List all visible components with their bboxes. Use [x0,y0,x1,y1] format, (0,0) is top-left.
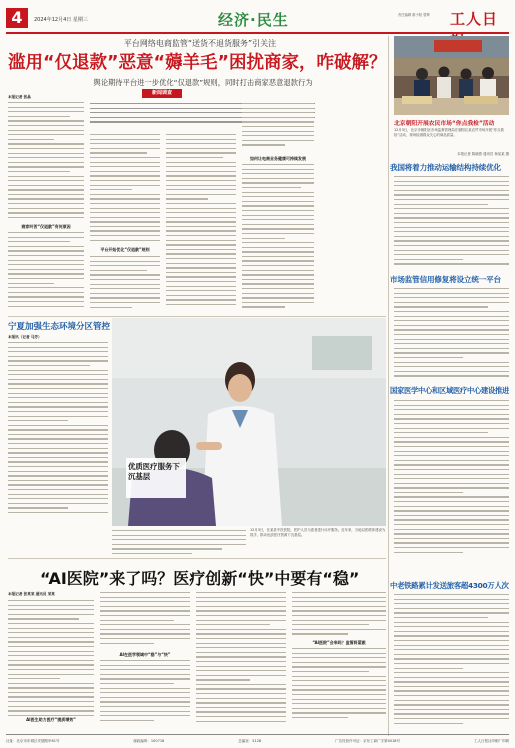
footer-postcode: 邮政编码：100718 [133,739,165,743]
doctor-photo-caption: 12月3日，在某县中医医院，医护人员为患者进行诊疗服务。近年来，当地以医联体建设为抓手，推动优质医疗资源下沉基层。 [250,528,386,537]
lead-column-1b [8,232,84,310]
lead-column-4b [242,164,314,312]
ningxia-byline: 本报讯（记者 马芳） [8,335,42,339]
doctor-patient-illustration [112,318,386,526]
masthead-logo: 工人日 [450,10,499,28]
footer-phones: 总编室：5128 [238,739,262,743]
ai-column-2 [100,592,190,650]
medical-center-body [394,400,509,556]
photo-right-title: 北京朝阳开展农民市场“你点我检”活动 [394,121,495,127]
medical-center-headline: 国家医学中心和区域医疗中心建设推进 [390,386,509,395]
news-tag-label: 新闻调查 [151,90,172,96]
ningxia-headline: 宁夏加强生态环境分区管控 [8,322,111,332]
ai-subhead-1: AI医生助力医疗“提质增效” [26,717,76,722]
header-date: 2024年12月4日 星期三 [34,17,88,23]
lead-subhead: 舆论期待平台进一步优化“仅退款”规则，同时打击商家恶意退款行为 [93,78,313,87]
news-tag [142,89,182,98]
credit-headline: 市场监管信用修复将设立统一平台 [390,275,501,284]
ai-divider [8,558,386,559]
footer-printer: 工人日报社印刷厂印刷 [474,739,509,743]
column-divider [388,36,389,736]
lead-subhead-3: 如何让电商业务健康可持续发展 [250,156,306,161]
ai-column-4a [292,592,386,638]
lead-column-3 [166,134,236,312]
transport-body [394,176,509,268]
ai-column-1 [8,600,94,720]
credit-body [394,288,509,380]
lead-kicker: 平台网络电商监管“送货不退货服务”引关注 [123,39,277,48]
ai-headline: “AI医院”来了吗？医疗创新“快”中要有“稳” [40,569,360,588]
doctor-photo [112,318,386,526]
footer-rule [6,734,509,735]
market-inspection-illustration [394,36,509,115]
lead-byline: 本报记者 张晶 [8,95,31,99]
photo-right-caption: 12月3日，北京市朝阳区市场监督管理局在朝阳区某农贸市场开展“你点我检”活动，现场检测群众关心的商品质量。 [394,128,504,137]
footer [6,737,509,745]
photo-right-credit: 本报记者 陈晓燕 通讯员 杨某某 摄 [457,152,509,156]
lead-column-1a [8,102,84,222]
ai-column-3 [196,592,286,728]
page-number: 4 [6,8,28,28]
lead-column-2 [90,134,160,244]
ai-column-4b [292,648,386,728]
ai-subhead-2: AI在医学领域中“稳”与“快” [119,652,171,657]
ai-column-2b [100,660,190,728]
header-rule [6,32,509,34]
story-divider [8,316,386,317]
lead-column-2b [90,256,160,312]
railway-headline: 中老铁路累计发送旅客超4300万人次 [390,581,509,590]
footer-address: 社址：北京市东城区安德路甲61号 [6,739,60,743]
lead-headline: 滥用“仅退款”恶意“薅羊毛”困扰商家，咋破解？ [8,53,387,73]
lead-subhead-1: 商家叫苦“仅退款”有何原因 [21,224,71,229]
lead-subhead-2: 平台开始优化“仅退款”规则 [100,247,150,252]
transport-headline: 我国将着力推动运输结构持续优化 [390,163,501,172]
lead-column-4a [242,103,314,153]
section-title: 经济·民生 [218,11,289,29]
doctor-photo-caption-box: 优质医疗服务下沉基层 [128,462,180,481]
header-bar [6,6,509,32]
railway-body [394,594,509,729]
footer-license: 广告经营许可证：京东工商广字第0018号 [335,739,401,743]
ningxia-body [8,342,108,520]
photo-adjacent-text [112,530,246,556]
ai-byline: 本报记者 张某某 通讯员 某某 [8,592,55,596]
market-inspection-photo [394,36,509,115]
header-editors: 责任编辑 路小阳 曾辉 [398,13,430,17]
ai-subhead-3: “AI医院”会来吗？监管将紧跟 [312,640,366,645]
